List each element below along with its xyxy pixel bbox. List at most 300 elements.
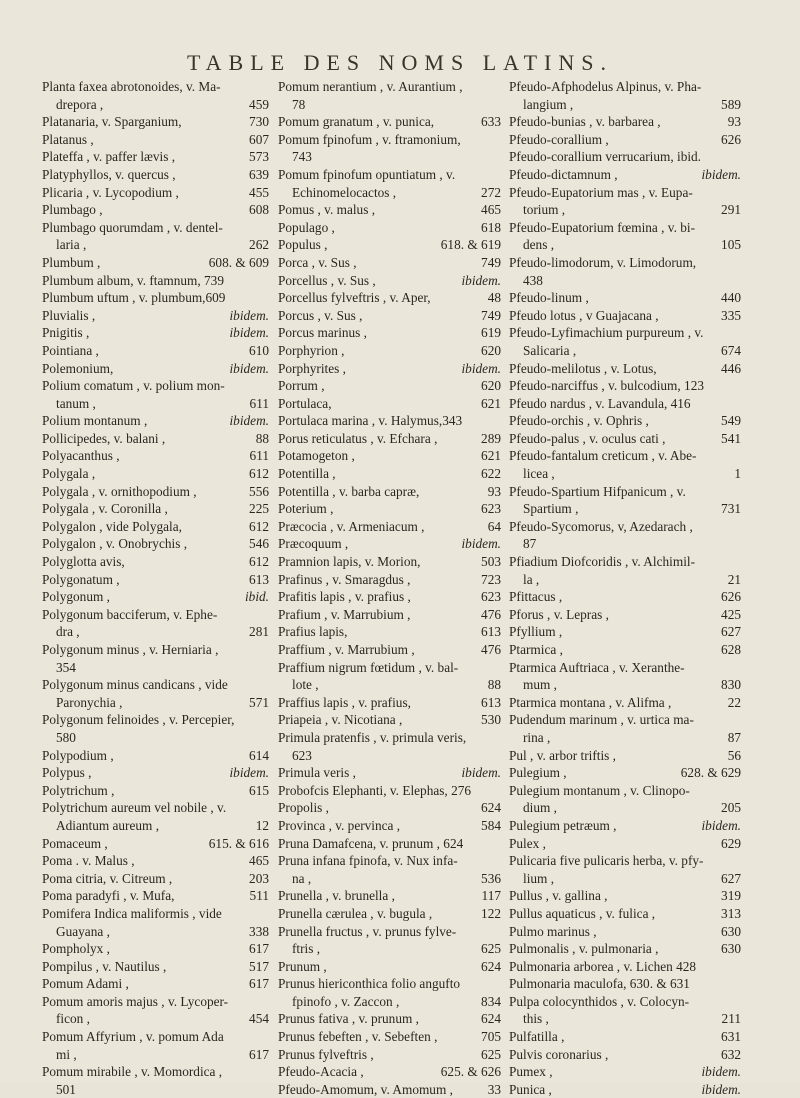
entry-page-ref: 571 xyxy=(249,694,269,710)
entry-text: Praffius lapis , v. prafius, xyxy=(278,694,411,710)
index-column-1 xyxy=(42,78,269,1098)
entry-text: Pulex , xyxy=(509,835,546,851)
index-entry xyxy=(42,958,269,976)
entry-page-ref xyxy=(737,975,741,993)
index-entry xyxy=(509,958,741,976)
entry-page-ref: 611 xyxy=(249,448,269,464)
entry-text: fpinofo , v. Zaccon , xyxy=(292,993,400,1009)
entry-page-ref xyxy=(265,676,269,694)
entry-page-ref xyxy=(737,272,741,290)
entry-page-ref: 615. & 616 xyxy=(208,835,269,851)
entry-text: 87 xyxy=(523,536,537,552)
entry-text: Polygonatum , xyxy=(42,571,120,587)
index-entry xyxy=(278,553,501,571)
entry-page-ref: 618. & 619 xyxy=(440,237,501,253)
entry-text: Potentilla , v. barba capræ, xyxy=(278,483,420,499)
entry-page-ref xyxy=(265,289,269,307)
index-entry xyxy=(278,447,501,465)
index-entry xyxy=(42,500,269,518)
entry-page-ref: 621 xyxy=(481,448,501,464)
index-entry xyxy=(509,764,741,782)
entry-text: Platyphyllos, v. quercus , xyxy=(42,166,176,182)
entry-page-ref: 517 xyxy=(249,958,269,974)
entry-text: Pulpa colocynthidos , v. Colocyn- xyxy=(509,993,690,1009)
entry-text: Polypus , xyxy=(42,765,92,781)
index-entry xyxy=(42,852,269,870)
entry-page-ref: 627 xyxy=(721,870,741,886)
entry-page-ref: 335 xyxy=(721,307,741,323)
entry-page-ref: 262 xyxy=(249,237,269,253)
index-entry xyxy=(509,447,741,465)
index-entry xyxy=(42,1063,269,1081)
entry-page-ref: ibidem. xyxy=(229,765,269,781)
index-entry xyxy=(42,430,269,448)
entry-page-ref: 633 xyxy=(481,114,501,130)
index-entry xyxy=(278,1081,501,1098)
entry-page-ref: 625 xyxy=(481,941,501,957)
entry-text: Pnigitis , xyxy=(42,325,90,341)
entry-page-ref xyxy=(265,1063,269,1081)
entry-page-ref xyxy=(737,254,741,272)
entry-page-ref: 612 xyxy=(249,554,269,570)
entry-page-ref: 454 xyxy=(249,1011,269,1027)
entry-text: na , xyxy=(292,870,312,886)
entry-text: Ptarmica Auftriaca , v. Xeranthe- xyxy=(509,659,685,675)
entry-text: Pompholyx , xyxy=(42,941,110,957)
entry-text: Pfeudo-limodorum, v. Limodorum, xyxy=(509,254,697,270)
entry-page-ref: 622 xyxy=(481,466,501,482)
entry-page-ref xyxy=(265,1081,269,1098)
entry-page-ref: 511 xyxy=(249,888,269,904)
index-entry xyxy=(278,96,501,114)
entry-text: Pomaceum , xyxy=(42,835,108,851)
entry-page-ref xyxy=(265,799,269,817)
entry-page-ref: 617 xyxy=(249,941,269,957)
index-entry xyxy=(509,571,741,589)
entry-text: Provinca , v. pervinca , xyxy=(278,817,401,833)
entry-text: dens , xyxy=(523,237,555,253)
index-entry xyxy=(42,747,269,765)
entry-text: 580 xyxy=(56,729,76,745)
entry-page-ref: 624 xyxy=(481,800,501,816)
entry-text: Pruna Damafcena, v. prunum , 624 xyxy=(278,835,464,851)
entry-text: Pudendum marinum , v. urtica ma- xyxy=(509,712,694,728)
index-entry xyxy=(509,500,741,518)
entry-text: Pomum Adami , xyxy=(42,976,129,992)
entry-text: Prunus hiericonthica folio angufto xyxy=(278,976,461,992)
entry-page-ref: 630 xyxy=(721,941,741,957)
entry-text: Platanus , xyxy=(42,131,94,147)
entry-text: Polytrichum aureum vel nobile , v. xyxy=(42,800,227,816)
entry-text: Pullus , v. gallina , xyxy=(509,888,608,904)
entry-text: laria , xyxy=(56,237,87,253)
index-entry xyxy=(42,799,269,817)
index-entry xyxy=(278,641,501,659)
entry-text: Pfeudo-fantalum creticum , v. Abe- xyxy=(509,448,697,464)
index-entry xyxy=(509,166,741,184)
entry-text: Plicaria , v. Lycopodium , xyxy=(42,184,179,200)
entry-text: torium , xyxy=(523,202,566,218)
entry-text: Pomifera Indica maliformis , vide xyxy=(42,905,222,921)
entry-text: Pomum mirabile , v. Momordica , xyxy=(42,1064,223,1080)
index-entry xyxy=(509,711,741,729)
index-entry xyxy=(42,659,269,677)
index-entry xyxy=(278,835,501,853)
index-entry xyxy=(278,623,501,641)
entry-text: drepora , xyxy=(56,96,104,112)
index-entry xyxy=(42,993,269,1011)
index-entry xyxy=(278,764,501,782)
index-entry xyxy=(278,711,501,729)
entry-page-ref: 122 xyxy=(481,905,501,921)
index-entry xyxy=(278,307,501,325)
entry-text: Prunella cærulea , v. bugula , xyxy=(278,905,433,921)
entry-page-ref xyxy=(737,395,741,413)
entry-page-ref: 610 xyxy=(249,342,269,358)
index-entry xyxy=(278,184,501,202)
entry-page-ref: 705 xyxy=(481,1029,501,1045)
entry-text: Pumex , xyxy=(509,1064,553,1080)
entry-page-ref: 48 xyxy=(487,290,501,306)
index-entry xyxy=(509,1063,741,1081)
entry-text: Propolis , xyxy=(278,800,329,816)
entry-text: Pramnion lapis, v. Morion, xyxy=(278,554,421,570)
entry-page-ref xyxy=(497,835,501,853)
entry-page-ref xyxy=(497,923,501,941)
entry-text: Pulmonaria maculofa, 630. & 631 xyxy=(509,976,690,992)
entry-text: Pomum granatum , v. punica, xyxy=(278,114,435,130)
index-entry xyxy=(42,1028,269,1046)
index-entry xyxy=(509,96,741,114)
index-entry xyxy=(509,254,741,272)
entry-page-ref xyxy=(265,905,269,923)
entry-text: Pfeudo-Eupatorium fœmina , v. bi- xyxy=(509,219,695,235)
entry-page-ref xyxy=(497,975,501,993)
entry-page-ref: 425 xyxy=(721,606,741,622)
entry-text: Porphyrion , xyxy=(278,342,345,358)
entry-page-ref: 459 xyxy=(249,96,269,112)
index-entry xyxy=(42,447,269,465)
index-entry xyxy=(42,324,269,342)
index-entry xyxy=(509,113,741,131)
index-entry xyxy=(42,412,269,430)
entry-page-ref: 93 xyxy=(727,114,741,130)
entry-page-ref: 319 xyxy=(721,888,741,904)
entry-page-ref: 465 xyxy=(249,853,269,869)
entry-page-ref xyxy=(737,659,741,677)
entry-text: Adiantum aureum , xyxy=(56,817,160,833)
index-entry xyxy=(509,553,741,571)
entry-text: 354 xyxy=(56,659,76,675)
index-entry xyxy=(42,975,269,993)
entry-page-ref: 608 xyxy=(249,202,269,218)
entry-text: Polypodium , xyxy=(42,747,114,763)
index-entry xyxy=(42,606,269,624)
index-entry xyxy=(42,360,269,378)
entry-page-ref xyxy=(737,377,741,395)
index-entry xyxy=(509,1028,741,1046)
entry-page-ref xyxy=(265,377,269,395)
entry-text: Pomus , v. malus , xyxy=(278,202,376,218)
entry-text: Pfeudo-Acacia , xyxy=(278,1064,364,1080)
index-entry xyxy=(509,360,741,378)
entry-text: 78 xyxy=(292,96,306,112)
entry-page-ref: 627 xyxy=(721,624,741,640)
entry-text: Porca , v. Sus , xyxy=(278,254,357,270)
index-entry xyxy=(278,360,501,378)
entry-text: Pruna infana fpinofa, v. Nux infa- xyxy=(278,853,458,869)
index-entry xyxy=(42,131,269,149)
entry-text: dra , xyxy=(56,624,80,640)
entry-page-ref xyxy=(497,131,501,149)
entry-text: Porcellus , v. Sus , xyxy=(278,272,376,288)
entry-text: Pulegium , xyxy=(509,765,567,781)
index-entry xyxy=(509,324,741,342)
entry-text: Prafinus , v. Smaragdus , xyxy=(278,571,411,587)
index-entry xyxy=(42,254,269,272)
entry-text: lium , xyxy=(523,870,555,886)
entry-text: Prafium , v. Marrubium , xyxy=(278,606,411,622)
entry-text: Pomum fpinofum opuntiatum , v. xyxy=(278,166,456,182)
index-entry xyxy=(42,905,269,923)
entry-page-ref xyxy=(737,852,741,870)
entry-text: Potamogeton , xyxy=(278,448,355,464)
entry-page-ref: 618 xyxy=(481,219,501,235)
index-entry xyxy=(278,747,501,765)
index-entry xyxy=(509,465,741,483)
entry-text: Praffium , v. Marrubium , xyxy=(278,642,415,657)
entry-page-ref: 530 xyxy=(481,712,501,728)
entry-page-ref xyxy=(265,711,269,729)
entry-text: Pomum fpinofum , v. ftramonium, xyxy=(278,131,461,147)
entry-text: Pullus aquaticus , v. fulica , xyxy=(509,905,656,921)
index-entry xyxy=(509,272,741,290)
index-entry xyxy=(278,588,501,606)
entry-text: Guayana , xyxy=(56,923,110,939)
index-entry xyxy=(42,870,269,888)
index-entry xyxy=(509,729,741,747)
index-entry xyxy=(509,1010,741,1028)
entry-page-ref: 117 xyxy=(481,888,501,904)
entry-page-ref xyxy=(737,78,741,96)
entry-text: Pfeudo-Amomum, v. Amomum , xyxy=(278,1081,453,1097)
entry-text: Plumbago , xyxy=(42,202,103,218)
index-entry xyxy=(278,412,501,430)
index-entry xyxy=(42,729,269,747)
entry-page-ref: 674 xyxy=(721,342,741,358)
entry-text: Polygala , v. ornithopodium , xyxy=(42,483,197,499)
index-entry xyxy=(278,887,501,905)
entry-text: Pollicipedes, v. balani , xyxy=(42,430,166,446)
entry-page-ref: 573 xyxy=(249,149,269,165)
index-entry xyxy=(278,342,501,360)
index-entry xyxy=(278,535,501,553)
entry-page-ref: 614 xyxy=(249,747,269,763)
index-entry xyxy=(42,764,269,782)
index-entry xyxy=(278,1028,501,1046)
entry-text: Populago , xyxy=(278,219,335,235)
entry-page-ref: 620 xyxy=(481,378,501,394)
entry-page-ref: ibidem. xyxy=(461,765,501,781)
entry-text: 743 xyxy=(292,149,312,165)
index-entry xyxy=(278,1063,501,1081)
index-entry xyxy=(42,641,269,659)
index-entry xyxy=(278,1046,501,1064)
entry-page-ref xyxy=(497,166,501,184)
entry-page-ref: 626 xyxy=(721,131,741,147)
entry-text: Portulaca, xyxy=(278,395,332,411)
entry-page-ref xyxy=(265,219,269,237)
entry-text: Pfeudo-Lyfimachium purpureum , v. xyxy=(509,325,704,341)
entry-text: Porcus marinus , xyxy=(278,325,368,341)
entry-page-ref: 617 xyxy=(249,976,269,992)
entry-text: langium , xyxy=(523,96,574,112)
index-entry xyxy=(278,993,501,1011)
index-entry xyxy=(278,975,501,993)
index-entry xyxy=(509,1081,741,1098)
entry-page-ref: 631 xyxy=(721,1029,741,1045)
entry-text: Plumbum , xyxy=(42,254,101,270)
entry-page-ref: 12 xyxy=(255,817,269,833)
entry-page-ref: 21 xyxy=(727,571,741,587)
entry-page-ref: 624 xyxy=(481,958,501,974)
index-entry xyxy=(278,852,501,870)
entry-text: Portulaca marina , v. Halymus,343 xyxy=(278,413,463,429)
entry-text: Punica , xyxy=(509,1081,552,1097)
entry-text: Ptarmica , xyxy=(509,642,563,657)
index-entry xyxy=(278,201,501,219)
index-entry xyxy=(42,395,269,413)
entry-text: Potentilla , xyxy=(278,466,336,482)
entry-text: Polygonum minus , v. Herniaria , xyxy=(42,642,219,657)
entry-page-ref: 612 xyxy=(249,466,269,482)
entry-page-ref xyxy=(737,553,741,571)
index-entry xyxy=(509,184,741,202)
entry-page-ref: 607 xyxy=(249,131,269,147)
index-entry xyxy=(509,606,741,624)
entry-page-ref: 620 xyxy=(481,342,501,358)
entry-text: Pfeudo-Eupatorium mas , v. Eupa- xyxy=(509,184,693,200)
entry-page-ref: 105 xyxy=(721,237,741,253)
entry-text: 438 xyxy=(523,272,543,288)
index-entry xyxy=(42,817,269,835)
entry-page-ref: 589 xyxy=(721,96,741,112)
index-entry xyxy=(509,588,741,606)
index-entry xyxy=(509,148,741,166)
index-entry xyxy=(42,342,269,360)
entry-text: Prunus febeften , v. Sebeften , xyxy=(278,1029,438,1045)
entry-text: Pul , v. arbor triftis , xyxy=(509,747,616,763)
entry-page-ref xyxy=(737,958,741,976)
entry-page-ref: ibidem. xyxy=(229,325,269,341)
index-entry xyxy=(278,377,501,395)
entry-page-ref: 723 xyxy=(481,571,501,587)
entry-text: Planta faxea abrotonoides, v. Ma- xyxy=(42,79,221,94)
entry-page-ref: 619 xyxy=(481,325,501,341)
entry-page-ref: 613 xyxy=(481,694,501,710)
entry-text: la , xyxy=(523,571,540,587)
entry-text: Porphyrites , xyxy=(278,360,346,376)
index-entry xyxy=(42,887,269,905)
index-entry xyxy=(278,940,501,958)
entry-page-ref: 749 xyxy=(481,307,501,323)
entry-page-ref xyxy=(737,782,741,800)
entry-text: Pfeudo-corallium verrucarium, ibid. xyxy=(509,149,702,165)
entry-page-ref: ibidem. xyxy=(701,166,741,182)
entry-page-ref xyxy=(265,641,269,659)
entry-page-ref: 289 xyxy=(481,430,501,446)
entry-page-ref: 211 xyxy=(721,1011,741,1027)
entry-text: Pulfatilla , xyxy=(509,1029,565,1045)
entry-text: Prafitis lapis , v. prafius , xyxy=(278,589,411,605)
index-entry xyxy=(278,219,501,237)
entry-text: Pulmo marinus , xyxy=(509,923,597,939)
entry-page-ref: 623 xyxy=(481,501,501,517)
entry-page-ref: 625. & 626 xyxy=(440,1064,501,1080)
entry-page-ref: 541 xyxy=(721,430,741,446)
index-entry xyxy=(509,835,741,853)
entry-page-ref: 281 xyxy=(249,624,269,640)
index-entry xyxy=(509,289,741,307)
entry-text: Polyacanthus , xyxy=(42,448,120,464)
entry-page-ref: 830 xyxy=(721,677,741,693)
entry-text: Pforus , v. Lepras , xyxy=(509,606,609,622)
index-entry xyxy=(278,395,501,413)
entry-page-ref: 93 xyxy=(487,483,501,499)
entry-text: Salicaria , xyxy=(523,342,577,358)
entry-text: Pompilus , v. Nautilus , xyxy=(42,958,167,974)
index-entry xyxy=(509,1046,741,1064)
index-entry xyxy=(278,571,501,589)
entry-text: Pomum nerantium , v. Aurantium , xyxy=(278,79,463,94)
entry-page-ref: ibidem. xyxy=(461,272,501,288)
entry-text: Paronychia , xyxy=(56,694,123,710)
entry-page-ref: ibidem. xyxy=(701,817,741,833)
entry-page-ref: ibidem. xyxy=(229,307,269,323)
entry-text: Polygonum felinoides , v. Percepier, xyxy=(42,712,235,728)
index-entry xyxy=(42,1046,269,1064)
entry-text: Polyglotta avis, xyxy=(42,554,125,570)
entry-page-ref: 88 xyxy=(255,430,269,446)
entry-text: Poma . v. Malus , xyxy=(42,853,135,869)
index-entry xyxy=(278,483,501,501)
index-entry xyxy=(509,940,741,958)
index-entry xyxy=(509,975,741,993)
entry-page-ref xyxy=(265,272,269,290)
entry-text: Polemonium, xyxy=(42,360,114,376)
index-entry xyxy=(278,500,501,518)
entry-page-ref: 56 xyxy=(727,747,741,763)
entry-text: Plumbum album, v. ftamnum, 739 xyxy=(42,272,224,288)
entry-page-ref: 476 xyxy=(481,606,501,622)
index-entry xyxy=(278,289,501,307)
entry-text: Polygalon , vide Polygala, xyxy=(42,518,182,534)
entry-text: rina , xyxy=(523,729,551,745)
index-entry xyxy=(509,342,741,360)
entry-text: Probofcis Elephanti, v. Elephas, 276 xyxy=(278,782,472,798)
entry-page-ref: 546 xyxy=(249,536,269,552)
entry-page-ref xyxy=(265,1028,269,1046)
entry-text: Prunus fylveftris , xyxy=(278,1046,374,1062)
index-entry xyxy=(42,711,269,729)
entry-text: this , xyxy=(523,1011,549,1027)
index-entry xyxy=(42,782,269,800)
index-entry xyxy=(42,307,269,325)
entry-page-ref: 630 xyxy=(721,923,741,939)
index-entry xyxy=(278,131,501,149)
entry-text: ficon , xyxy=(56,1011,90,1027)
entry-page-ref xyxy=(737,993,741,1011)
